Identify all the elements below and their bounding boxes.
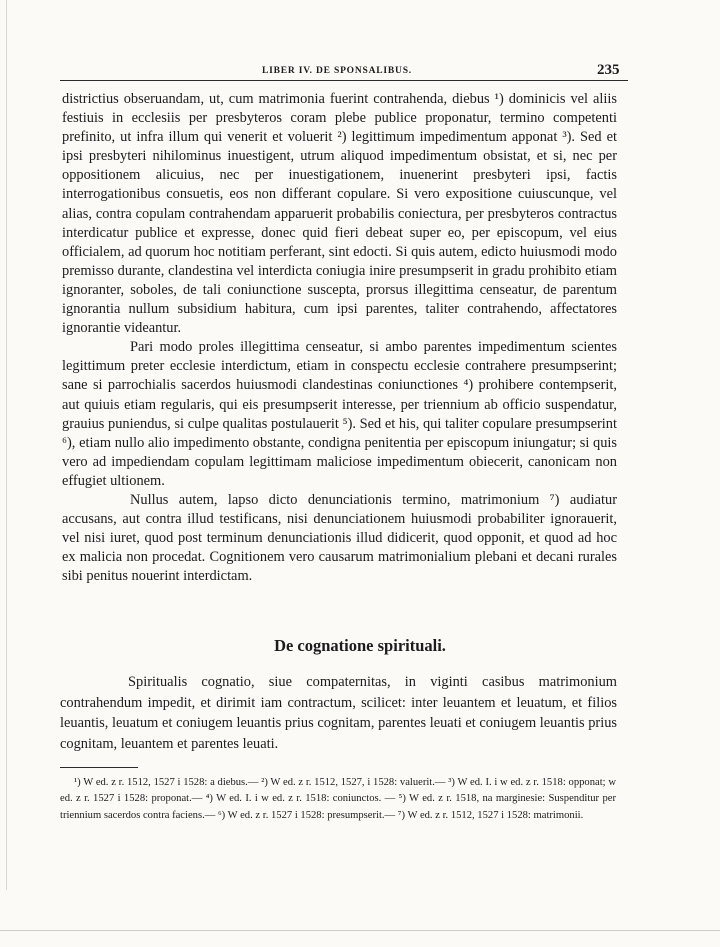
page-edge <box>6 0 7 890</box>
section-heading: De cognatione spirituali. <box>274 636 446 655</box>
paragraph-2: Pari modo proles illegittima censeatur, si ambo parentes impedimentum scientes legittimum preter ecclesie interdictum, etiam in conspectu ecclesie contrahere presumpserint; sane si parrochialis sacerdos huiusmodi clandestinas coniunctiones ⁴) prohibere contempserit, aut quiuis etiam regularis, qui eis presumpserit interesse, per triennium ab officio suspendatur, grauius puniendus, si culpe qualitas postulauerit ⁵). Sed et his, qui taliter copulare presumpserint ⁶), etiam nullo alio impedimento obstante, condigna penitentia per episcopum iniungatur; si quis vero ad impediendam copulam legittimam maliciose impedimentum obiecerit, canonicam non effugiet ultionem. <box>62 339 617 489</box>
header-rule <box>60 80 628 81</box>
section-paragraph: Spiritualis cognatio, siue compaternitas, in viginti casibus matrimonium contrahendum impedit, et dirimit iam contractum, scilicet: inter leuantem et leuatum, et filios leuantis, leuatum et coniugem leuantis prius cognitam, parentes leuati et coniugem leuantis prius cognitam, leuantem et parentes leuati. <box>60 674 617 752</box>
main-text <box>62 90 617 586</box>
running-head: LIBER IV. DE SPONSALIBUS. <box>262 66 412 76</box>
page-number: 235 <box>597 62 620 78</box>
footnote-text: ¹) W ed. z r. 1512, 1527 i 1528: a diebus.— ²) W ed. z r. 1512, 1527, i 1528: valuerit.— ³) W ed. I. i w ed. z r. 1518: opponat; w ed. z r. 1527 i 1528: proponat.— ⁴) W ed. I. i w ed. z r. 1518: coniunctos. — ⁵) W ed. z r. 1518, na marginesie: Suspenditur per triennium sacerdos contra faciens.— ⁶) W ed. z r. 1527 i 1528: presumpserit.— ⁷) W ed. z r. 1512, 1527 i 1528: matrimonii. <box>60 777 616 821</box>
footnotes <box>60 775 616 824</box>
footnote-rule <box>60 767 138 768</box>
section-text <box>60 672 617 754</box>
page-bottom-edge <box>0 930 720 931</box>
paragraph-1: districtius obseruandam, ut, cum matrimonia fuerint contrahenda, diebus ¹) dominicis vel aliis festiuis in ecclesiis per presbyteros coram plebe publice proponatur, termino competenti prefinito, ut infra illum qui venerit et voluerit ²) legittimum impedimentum apponat ³). Sed et ipsi presbyteri nihilominus inuestigent, utrum aliquod impedimentum obsistat, et si, nec per oppositionem alicuius, nec per inuestigationem, inuenerint presbyteri ipsi, factis interrogationibus consuetis, eos non differant copulare. Si vero expositione cuiuscunque, vel alias, contra copulam contrahendam apparuerit probabilis coniectura, per presbyteros contractus interdicatur publice et expresse, donec quid fieri debeat super eo, per episcopum, vel eius officialem, ad quorum hoc notitiam perferant, sint edocti. Si quis autem, edicto huiusmodi modo premisso durante, clandestina vel interdicta coniugia inire presumpserit in gradu prohibito etiam ignoranter, soboles, de tali coniunctione suscepta, prorsus illegittima censeatur, de parentum ignorantia nullum subsidium habitura, cum ipsi parentes, taliter contrahendo, affectatores ignorantie videantur. <box>62 91 617 337</box>
paragraph-3: Nullus autem, lapso dicto denunciationis termino, matrimonium ⁷) audiatur accusans, aut contra illud testificans, nisi denunciationem huiusmodi probabiliter ignorauerit, vel nisi iuret, quod post terminum denunciationis illud didicerit, quod opponit, et quod ad hoc ex malicia non procedat. Cognitionem vero causarum matrimonialium plebani et decani rurales sibi penitus nouerint interdictam. <box>62 491 617 585</box>
page-header <box>0 58 720 82</box>
